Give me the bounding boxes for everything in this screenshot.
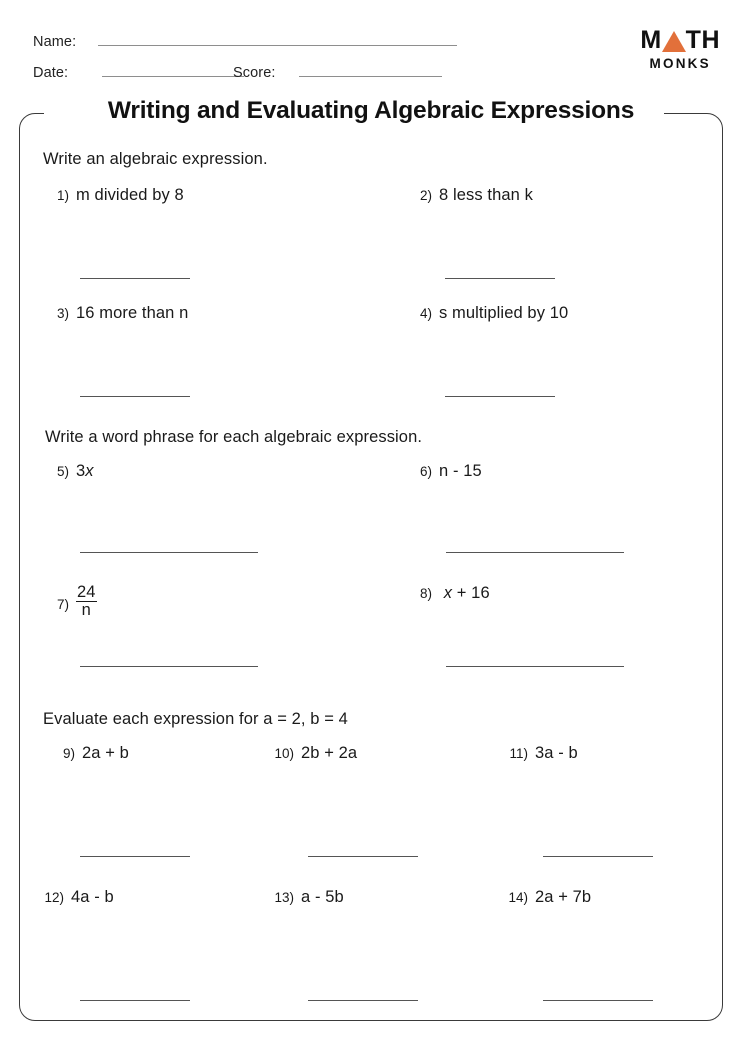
- section-3-heading: Evaluate each expression for a = 2, b = 4: [43, 710, 348, 728]
- question-5-number: 5): [57, 464, 70, 479]
- question-8: [420, 584, 490, 603]
- question-8-number: 8): [420, 586, 433, 601]
- question-9: [53, 744, 129, 763]
- question-7-text: [76, 578, 97, 620]
- question-2-number: 2): [420, 188, 433, 203]
- question-3: [57, 304, 188, 323]
- date-label: Date:: [33, 65, 69, 81]
- question-4-text: s multiplied by 10: [439, 304, 569, 322]
- fraction-numerator: 24: [77, 583, 96, 601]
- fraction-24-over-n: [76, 584, 97, 620]
- question-13-number: 13): [274, 890, 294, 905]
- question-1-number: 1): [57, 188, 70, 203]
- answer-line-6[interactable]: [446, 552, 624, 553]
- question-14: [506, 888, 591, 907]
- question-14-number: 14): [508, 890, 528, 905]
- section-2-heading: Write a word phrase for each algebraic expression.: [45, 428, 423, 446]
- answer-line-3[interactable]: [80, 396, 190, 397]
- fraction-denominator: n: [81, 601, 91, 620]
- question-4-number: 4): [420, 306, 433, 321]
- score-label: Score:: [233, 65, 276, 81]
- answer-line-8[interactable]: [446, 666, 624, 667]
- logo-wordmark-monks: MONKS: [649, 56, 711, 71]
- question-7: [57, 578, 97, 620]
- question-6-number: 6): [420, 464, 433, 479]
- answer-line-4[interactable]: [445, 396, 555, 397]
- question-10: [272, 744, 357, 763]
- question-10-number: 10): [274, 746, 294, 761]
- answer-line-10[interactable]: [308, 856, 418, 857]
- question-1: [57, 186, 184, 205]
- logo-letter-m: M: [640, 26, 662, 54]
- answer-line-7[interactable]: [80, 666, 258, 667]
- answer-line-11[interactable]: [543, 856, 653, 857]
- question-5-variable: x: [85, 462, 94, 480]
- question-10-text: 2b + 2a: [301, 744, 358, 762]
- page-title: Writing and Evaluating Algebraic Expressions: [107, 97, 635, 124]
- question-12-number: 12): [44, 890, 64, 905]
- question-9-number: 9): [62, 746, 75, 761]
- question-12-text: 4a - b: [71, 888, 114, 906]
- answer-line-13[interactable]: [308, 1000, 418, 1001]
- question-8-rest: + 16: [452, 584, 490, 602]
- question-13: [272, 888, 344, 907]
- question-12: [42, 888, 114, 907]
- question-2: [420, 186, 533, 205]
- answer-line-2[interactable]: [445, 278, 555, 279]
- question-2-text: 8 less than k: [439, 186, 533, 204]
- question-8-text: [439, 584, 490, 603]
- question-13-text: a - 5b: [301, 888, 344, 906]
- question-6-text: n - 15: [439, 462, 482, 480]
- answer-line-14[interactable]: [543, 1000, 653, 1001]
- answer-line-9[interactable]: [80, 856, 190, 857]
- answer-line-5[interactable]: [80, 552, 258, 553]
- question-9-text: 2a + b: [82, 744, 129, 762]
- question-11: [506, 744, 578, 763]
- section-1-heading: Write an algebraic expression.: [43, 150, 268, 168]
- question-1-text: m divided by 8: [76, 186, 184, 204]
- question-14-text: 2a + 7b: [535, 888, 592, 906]
- question-6: [420, 462, 482, 481]
- answer-line-12[interactable]: [80, 1000, 190, 1001]
- question-11-number: 11): [509, 746, 528, 761]
- question-5: [57, 462, 94, 481]
- question-7-number: 7): [57, 597, 70, 613]
- answer-line-1[interactable]: [80, 278, 190, 279]
- question-4: [420, 304, 568, 323]
- question-8-variable: x: [443, 584, 453, 602]
- question-5-coefficient: 3: [76, 462, 86, 480]
- question-3-text: 16 more than n: [76, 304, 189, 322]
- question-11-text: 3a - b: [535, 744, 578, 762]
- question-3-number: 3): [57, 306, 70, 321]
- logo-letters-th: TH: [685, 26, 720, 54]
- name-label: Name:: [33, 34, 77, 50]
- question-5-text: [76, 462, 94, 481]
